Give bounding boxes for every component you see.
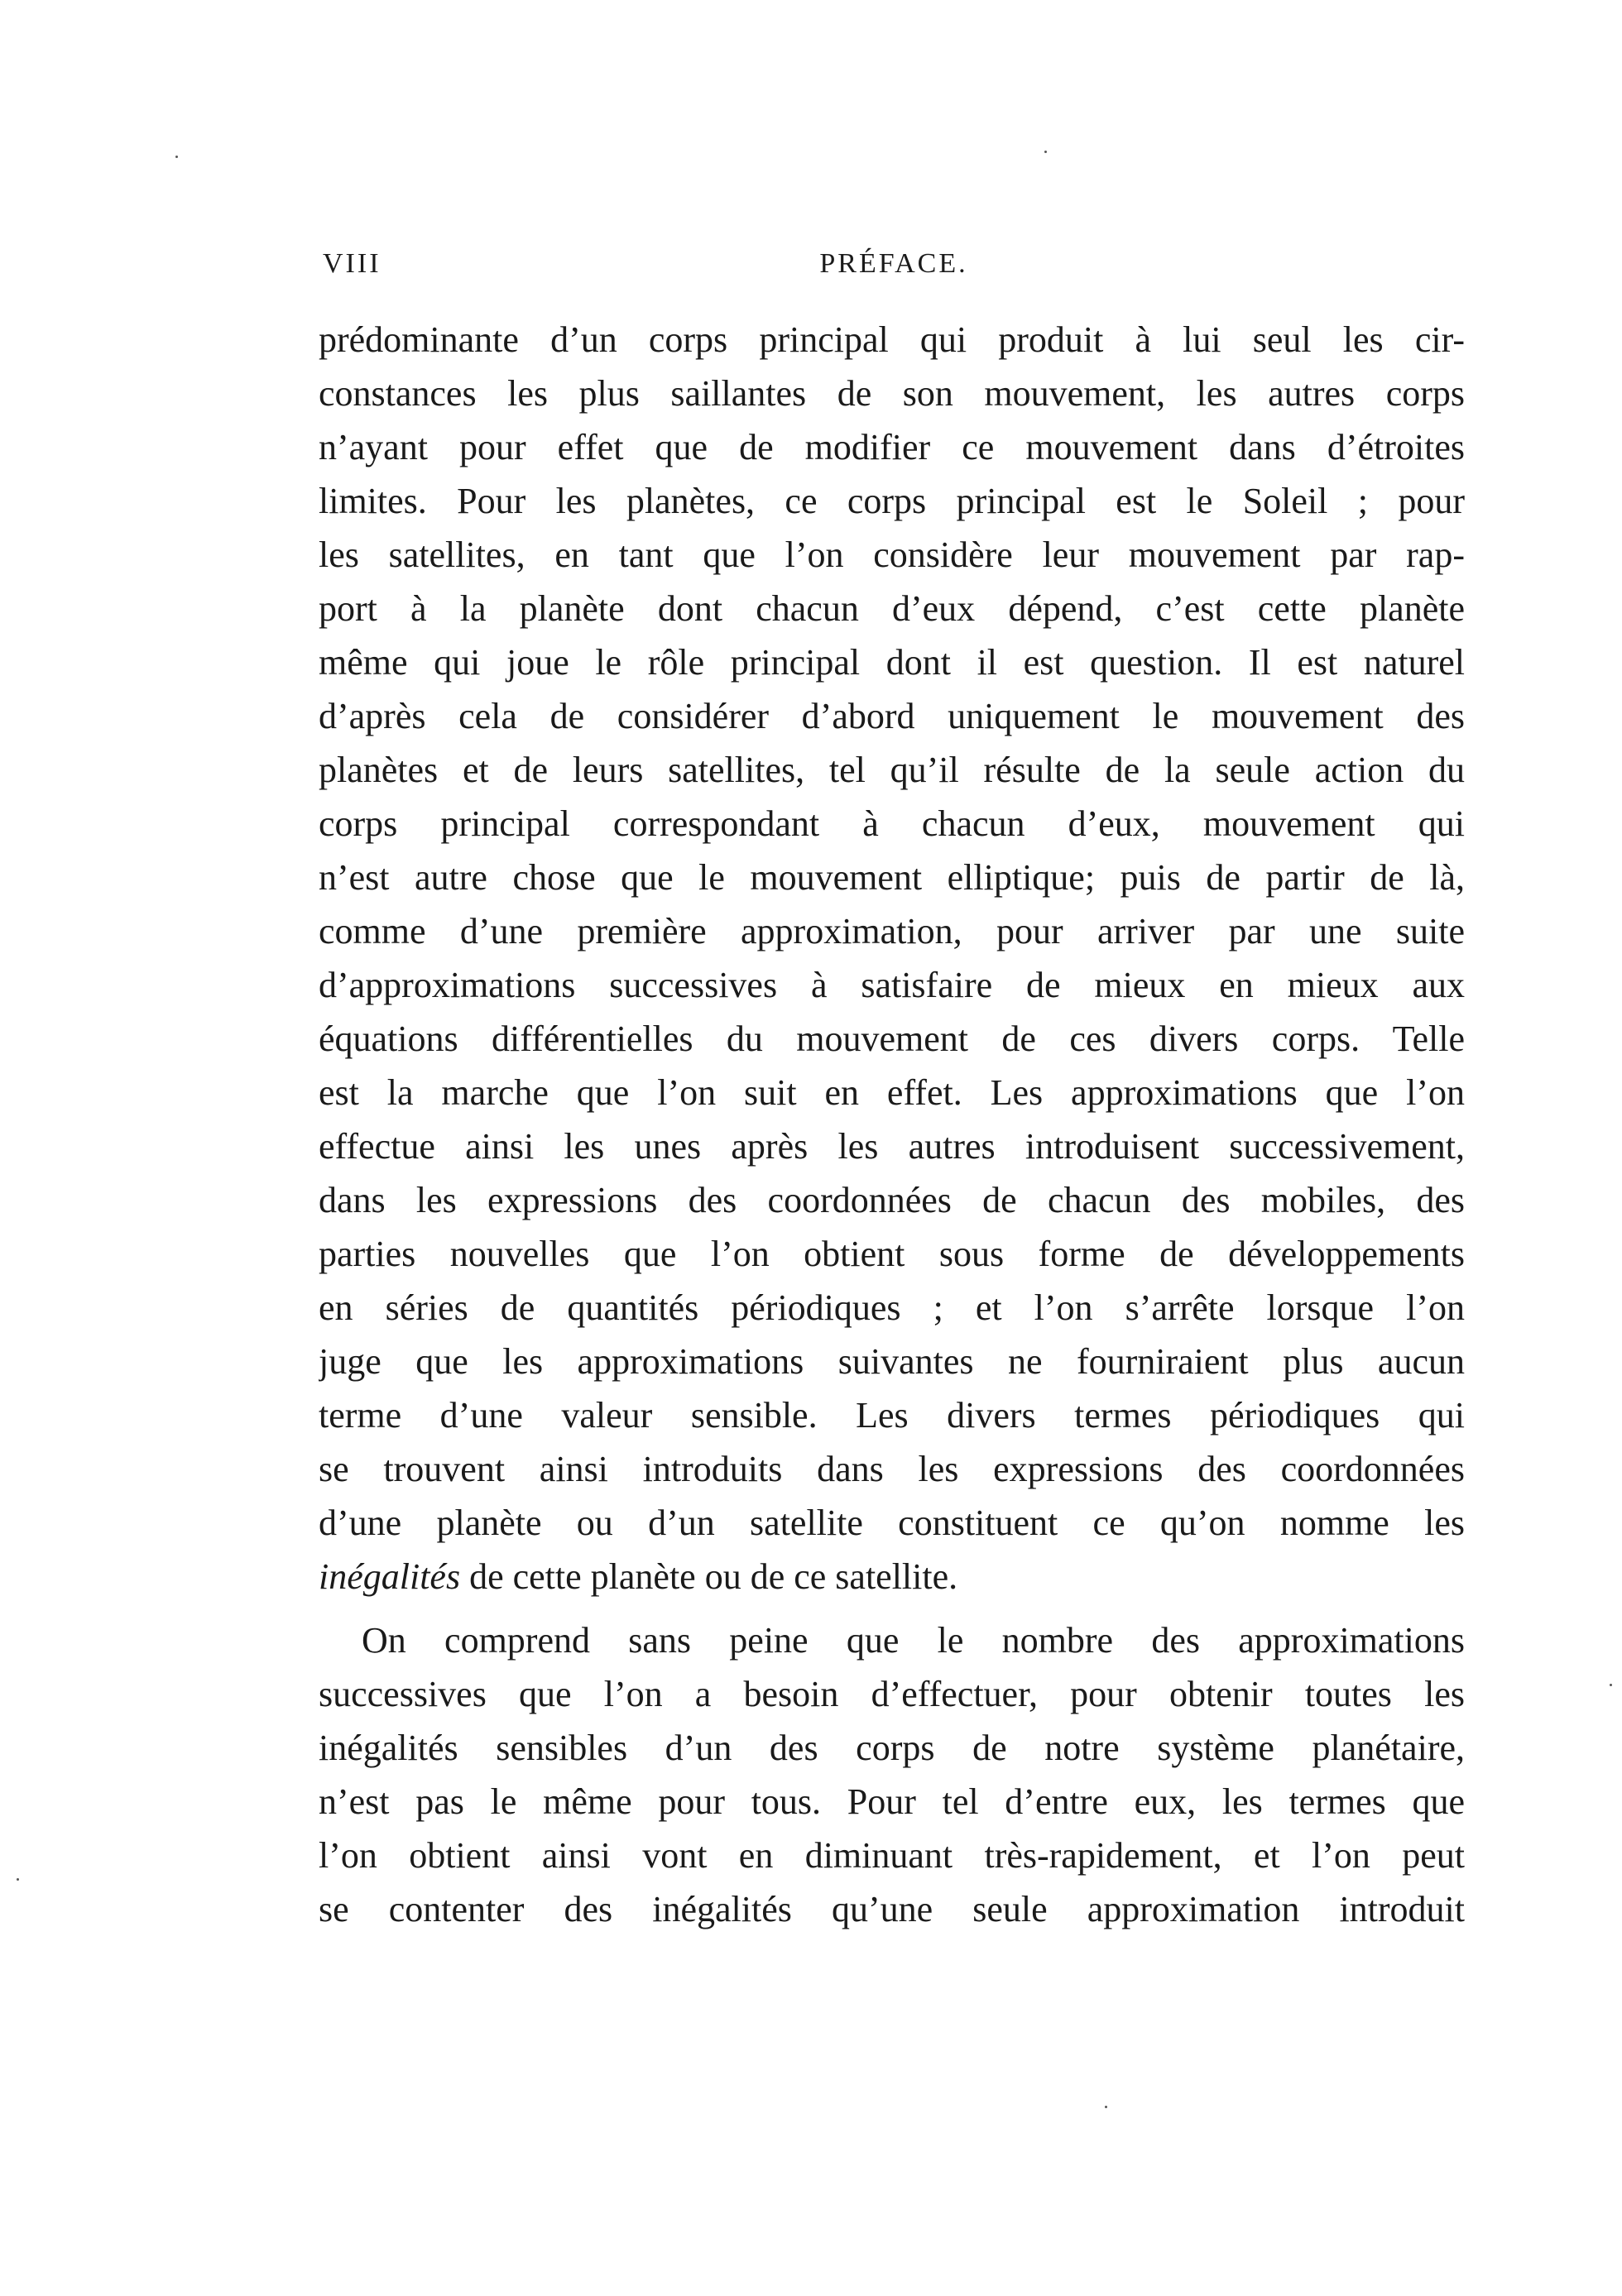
text-line: d’approximations successives à satisfaire de mieux en mieux aux bbox=[319, 965, 1465, 1005]
text-line: prédominante d’un corps principal qui produit à lui seul les cir- bbox=[319, 319, 1465, 360]
text-line: en séries de quantités périodiques ; et l’on s’arrête lorsque l’on bbox=[319, 1287, 1465, 1328]
text-line: juge que les approximations suivantes ne fourniraient plus aucun bbox=[319, 1341, 1465, 1382]
text-line: équations différentielles du mouvement de ces divers corps. Telle bbox=[319, 1019, 1465, 1059]
text-line: les satellites, en tant que l’on considère leur mouvement par rap- bbox=[319, 534, 1465, 575]
text-line: inégalités sensibles d’un des corps de notre système planétaire, bbox=[319, 1728, 1465, 1768]
text-line: limites. Pour les planètes, ce corps principal est le Soleil ; pour bbox=[319, 481, 1465, 521]
text-line: On comprend sans peine que le nombre des approximations bbox=[362, 1620, 1465, 1661]
paper-speck bbox=[1105, 2106, 1107, 2108]
text-line: est la marche que l’on suit en effet. Les approximations que l’on bbox=[319, 1072, 1465, 1113]
text-line: corps principal correspondant à chacun d’eux, mouvement qui bbox=[319, 803, 1465, 844]
text-line: d’après cela de considérer d’abord uniquement le mouvement des bbox=[319, 696, 1465, 736]
text-line: même qui joue le rôle principal dont il est question. Il est naturel bbox=[319, 642, 1465, 683]
text-line: successives que l’on a besoin d’effectuer, pour obtenir toutes les bbox=[319, 1674, 1465, 1714]
text-line: constances les plus saillantes de son mouvement, les autres corps bbox=[319, 373, 1465, 414]
running-head bbox=[323, 248, 1465, 290]
body-text bbox=[319, 313, 1465, 1936]
text-line: d’une planète ou d’un satellite constituent ce qu’on nomme les bbox=[319, 1503, 1465, 1543]
text-line: comme d’une première approximation, pour arriver par une suite bbox=[319, 911, 1465, 951]
paper-speck bbox=[175, 156, 178, 158]
paper-speck bbox=[17, 1878, 19, 1881]
paragraph bbox=[319, 313, 1465, 1603]
text-line: n’ayant pour effet que de modifier ce mouvement dans d’étroites bbox=[319, 427, 1465, 467]
text-line: parties nouvelles que l’on obtient sous forme de développements bbox=[319, 1234, 1465, 1274]
text-line: l’on obtient ainsi vont en diminuant très-rapidement, et l’on peut bbox=[319, 1835, 1465, 1876]
text-line: effectue ainsi les unes après les autres introduisent successivement, bbox=[319, 1126, 1465, 1167]
text-line: n’est autre chose que le mouvement elliptique; puis de partir de là, bbox=[319, 857, 1465, 898]
text-line: terme d’une valeur sensible. Les divers termes périodiques qui bbox=[319, 1395, 1465, 1436]
text-line-last bbox=[319, 1550, 1465, 1603]
text-line: se trouvent ainsi introduits dans les expressions des coordonnées bbox=[319, 1449, 1465, 1489]
text-line: n’est pas le même pour tous. Pour tel d’entre eux, les termes que bbox=[319, 1781, 1465, 1822]
header-title: PRÉFACE. bbox=[819, 248, 968, 279]
italic-term: inégalités bbox=[319, 1556, 461, 1597]
text-line: dans les expressions des coordonnées de chacun des mobiles, des bbox=[319, 1180, 1465, 1220]
text-line: planètes et de leurs satellites, tel qu’il résulte de la seule action du bbox=[319, 750, 1465, 790]
paragraph bbox=[319, 1613, 1465, 1936]
text-line: se contenter des inégalités qu’une seule approximation introduit bbox=[319, 1889, 1465, 1929]
closing-text: de cette planète ou de ce satellite. bbox=[460, 1556, 958, 1597]
paper-speck bbox=[1044, 151, 1047, 153]
text-line: port à la planète dont chacun d’eux dépend, c’est cette planète bbox=[319, 588, 1465, 629]
paper-speck bbox=[1610, 1684, 1612, 1686]
page-number: VIII bbox=[323, 248, 382, 279]
